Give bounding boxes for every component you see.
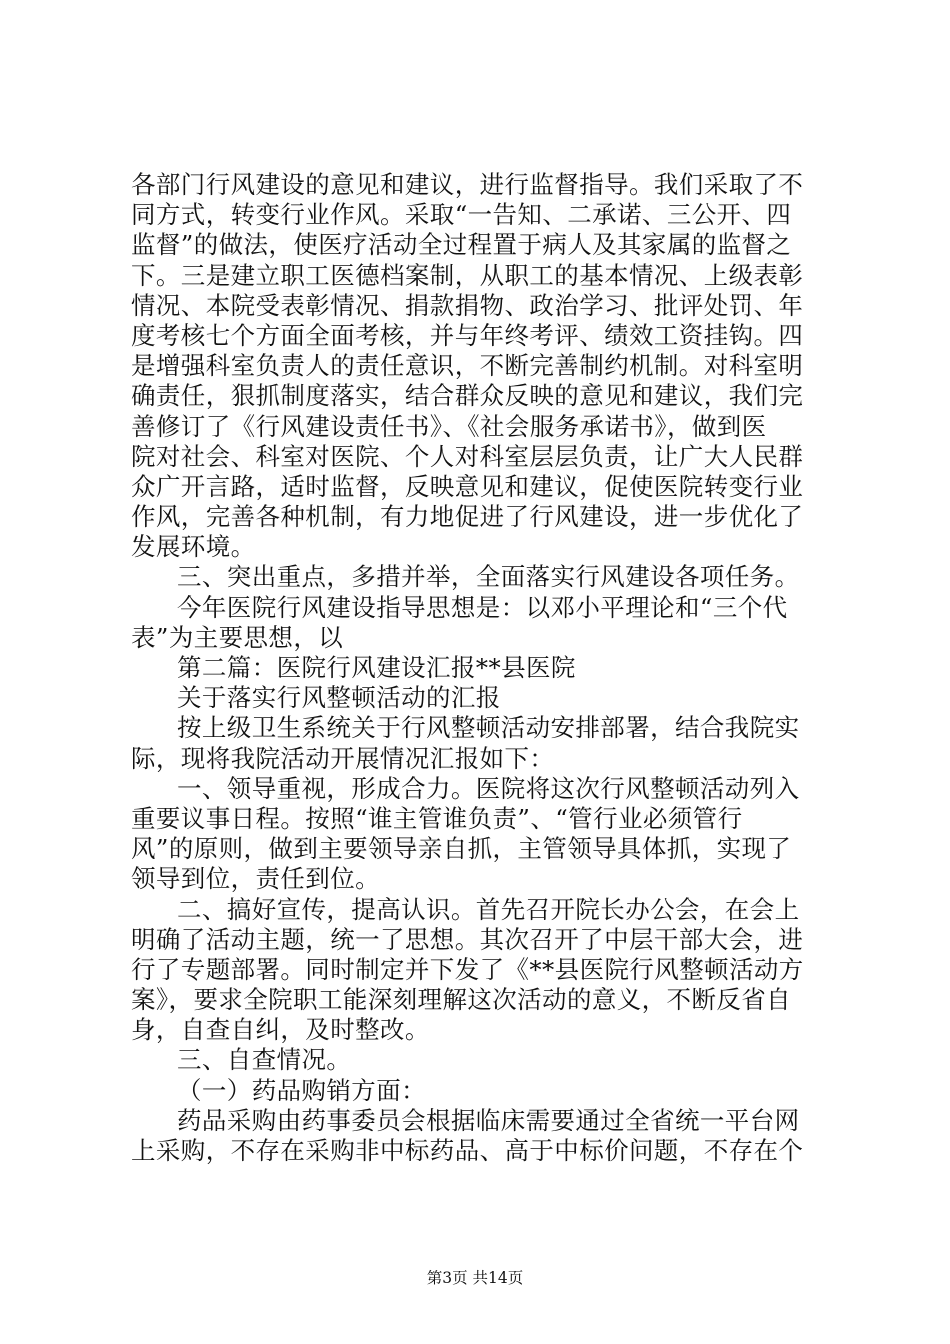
text-line: 三、突出重点，多措并举，全面落实行风建设各项任务。 [177, 562, 800, 592]
text-line: 发展环境。 [131, 532, 256, 562]
text-line: 第二篇：医院行风建设汇报**县医院 [177, 653, 576, 682]
text-line: 三、自查情况。 [177, 1045, 352, 1075]
text-line: 领导到位，责任到位。 [131, 864, 380, 894]
text-line: 度考核七个方面全面考核，并与年终考评、绩效工资挂钩。四 [131, 320, 804, 350]
text-line: 确责任，狠抓制度落实，结合群众反映的意见和建议，我们完 [131, 381, 804, 411]
text-line: 众广开言路，适时监督，反映意见和建议，促使医院转变行业 [131, 471, 804, 501]
text-line: 一、领导重视，形成合力。医院将这次行风整顿活动列入 [177, 773, 800, 803]
text-line: 今年医院行风建设指导思想是：以邓小平理论和“三个代 [177, 592, 788, 622]
text-line: 二、搞好宣传，提高认识。首先召开院长办公会，在会上 [177, 894, 800, 924]
text-line: 际，现将我院活动开展情况汇报如下： [131, 743, 555, 773]
text-line: 上采购，不存在采购非中标药品、高于中标价问题，不存在个 [131, 1136, 804, 1165]
text-line: 表”为主要思想，以 [131, 622, 344, 652]
text-line: （一）药品购销方面： [177, 1075, 426, 1105]
text-line: 行了专题部署。同时制定并下发了《**县医院行风整顿活动方 [131, 954, 804, 984]
text-line: 作风，完善各种机制，有力地促进了行风建设，进一步优化了 [131, 502, 804, 532]
text-line: 情况、本院受表彰情况、捐款捐物、政治学习、批评处罚、年 [131, 290, 804, 320]
document-body [131, 170, 831, 1166]
text-line: 善修订了《行风建设责任书》、《社会服务承诺书》，做到医 [131, 411, 767, 441]
text-line: 按上级卫生系统关于行风整顿活动安排部署，结合我院实 [177, 713, 800, 743]
text-line: 同方式，转变行业作风。采取“一告知、二承诺、三公开、四 [131, 200, 792, 230]
text-line: 监督”的做法，使医疗活动全过程置于病人及其家属的监督之 [131, 230, 792, 260]
text-line: 身，自查自纠，及时整改。 [131, 1015, 430, 1045]
text-line: 院对社会、科室对医院、个人对科室层层负责，让广大人民群 [131, 441, 804, 471]
text-line: 关于落实行风整顿活动的汇报 [177, 683, 501, 713]
text-line: 是增强科室负责人的责任意识，不断完善制约机制。对科室明 [131, 351, 804, 381]
text-line: 风”的原则，做到主要领导亲自抓，主管领导具体抓，实现了 [131, 834, 792, 864]
text-line: 案》，要求全院职工能深刻理解这次活动的意义，不断反省自 [131, 985, 792, 1015]
page-footer: 第3页 共14页 [426, 1269, 524, 1287]
text-line: 重要议事日程。按照“谁主管谁负责”、“管行业必须管行 [131, 803, 743, 833]
text-line: 下。三是建立职工医德档案制，从职工的基本情况、上级表彰 [131, 260, 804, 290]
text-line: 各部门行风建设的意见和建议，进行监督指导。我们采取了不 [131, 170, 804, 199]
text-line: 明确了活动主题，统一了思想。其次召开了中层干部大会，进 [131, 924, 804, 954]
text-line: 药品采购由药事委员会根据临床需要通过全省统一平台网 [177, 1105, 800, 1135]
